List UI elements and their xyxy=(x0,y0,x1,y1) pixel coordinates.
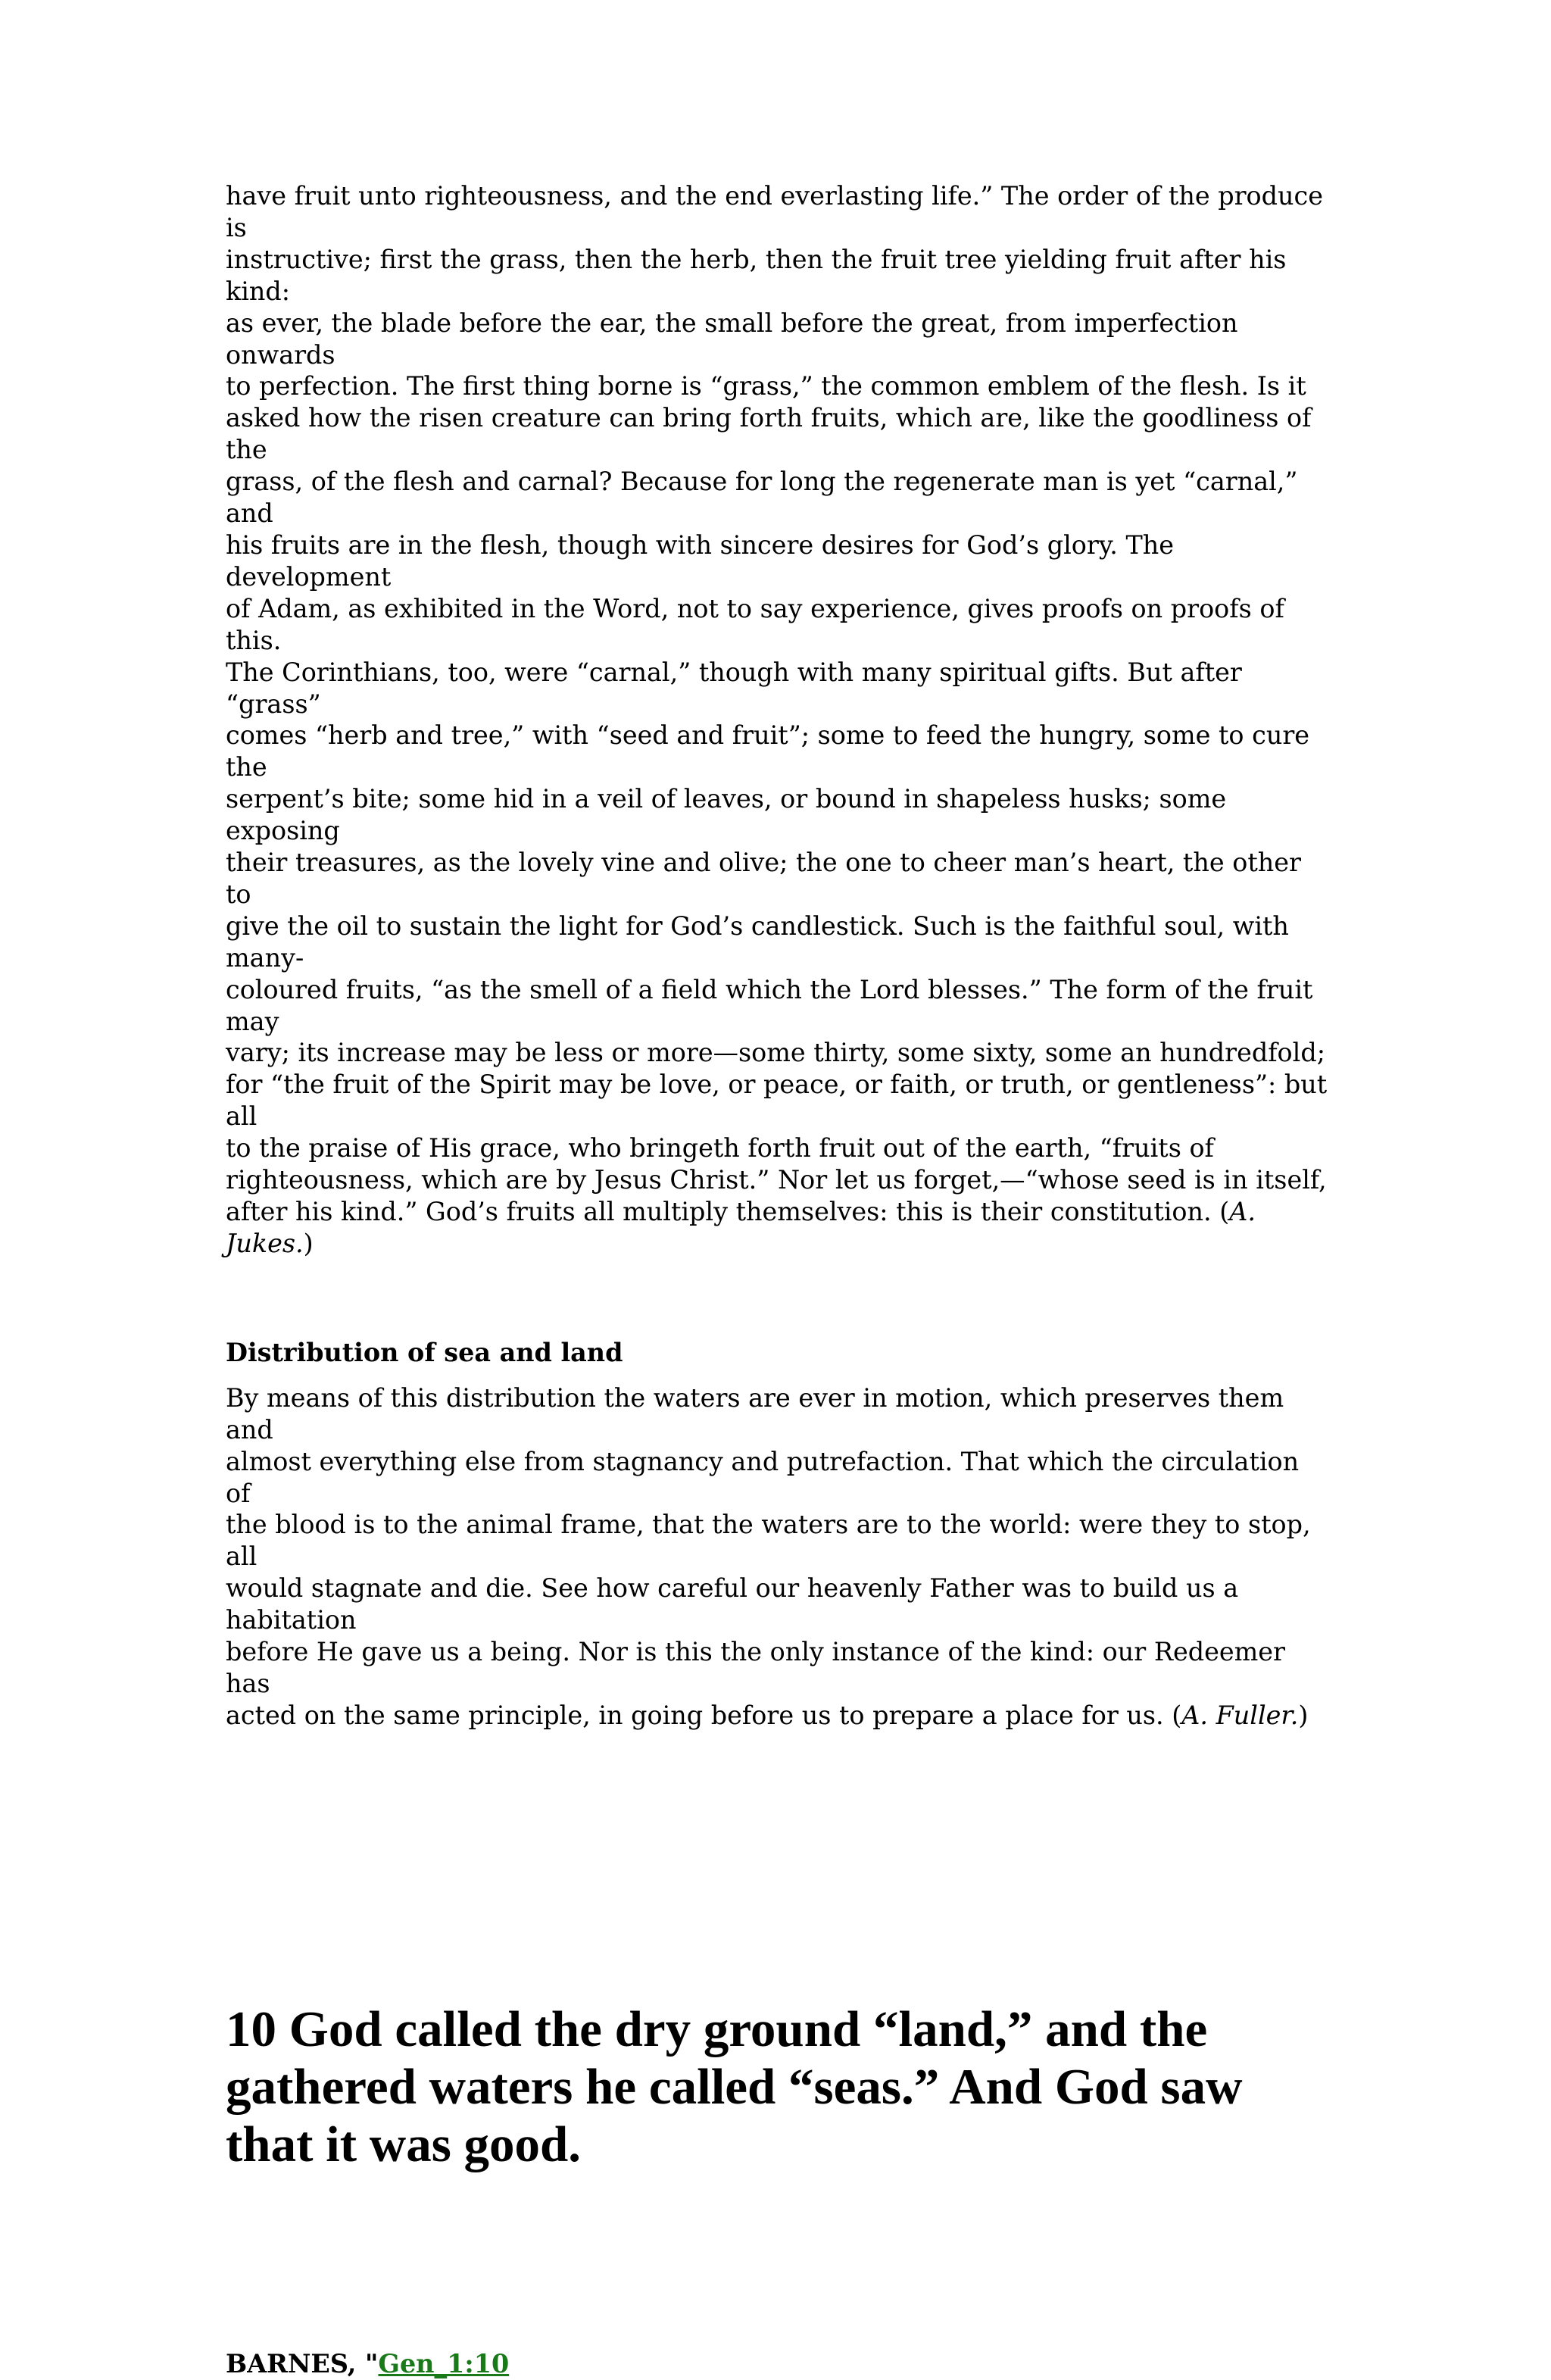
page-content xyxy=(226,180,1331,2380)
verse-heading: 10 God called the dry ground “land,” and the gathered waters he called “seas.” And God saw that it was good. xyxy=(226,2001,1243,2172)
section-paragraph xyxy=(226,1382,1331,1732)
scripture-reference-link[interactable]: Gen_1:10 xyxy=(378,2348,510,2378)
paragraph-text: have fruit unto righteousness, and the end everlasting life.” The order of the produce is instructive; first the grass, then the herb, then the fruit tree yielding fruit after his kind: as ever, the blade before the ear, the small before the great, from imperfection onwards to perfection. The first thing borne is “grass,” the common emblem of the flesh. Is it asked how the risen creature can bring forth fruits, which are, like the goodliness of the grass, of the flesh and carnal? Because for long the regenerate man is yet “carnal,” and his fruits are in the flesh, though with sincere desires for God’s glory. The development of Adam, as exhibited in the Word, not to say experience, gives proofs on proofs of this. The Corinthians, too, were “carnal,” though with many spiritual gifts. But after “grass” comes “herb and tree,” with “seed and fruit”; some to feed the hungry, some to cure the serpent’s bite; some hid in a veil of leaves, or bound in shapeless husks; some exposing their treasures, as the lovely vine and olive; the one to cheer man’s heart, the other to give the oil to sustain the light for God’s candlestick. Such is the faithful soul, with many- coloured fruits, “as the smell of a field which the Lord blesses.” The form of the fruit may vary; its increase may be less or more—some thirty, some sixty, some an hundredfold; for “the fruit of the Spirit may be love, or peace, or faith, or truth, or gentleness”: but all to the praise of His grace, who bringeth forth fruit out of the earth, “fruits of righteousness, which are by Jesus Christ.” Nor let us forget,—“whose seed is in itself, after his kind.” God’s fruits all multiply themselves: this is their constitution. ( xyxy=(226,181,1328,1226)
citation-close: ) xyxy=(303,1228,314,1258)
section-heading: Distribution of sea and land xyxy=(226,1337,623,1367)
commentary-paragraph xyxy=(226,180,1331,1260)
commentary-source-line xyxy=(226,2348,1331,2380)
citation-close: ) xyxy=(1298,1700,1309,1730)
paragraph-text: By means of this distribution the waters are ever in motion, which preserves them and almost everything else from stagnancy and putrefaction. That which the circulation of the blood is to the animal frame, that the waters are to the world: were they to stop, all would stagnate and die. See how careful our heavenly Father was to build us a habitation before He gave us a being. Nor is this the only instance of the kind: our Redeemer has acted on the same principle, in going before us to prepare a place for us. ( xyxy=(226,1382,1311,1730)
commentary-source-label: BARNES, " xyxy=(226,2348,379,2378)
author-citation: A. Jukes. xyxy=(226,1197,1256,1258)
author-citation: A. Fuller. xyxy=(1181,1700,1299,1730)
